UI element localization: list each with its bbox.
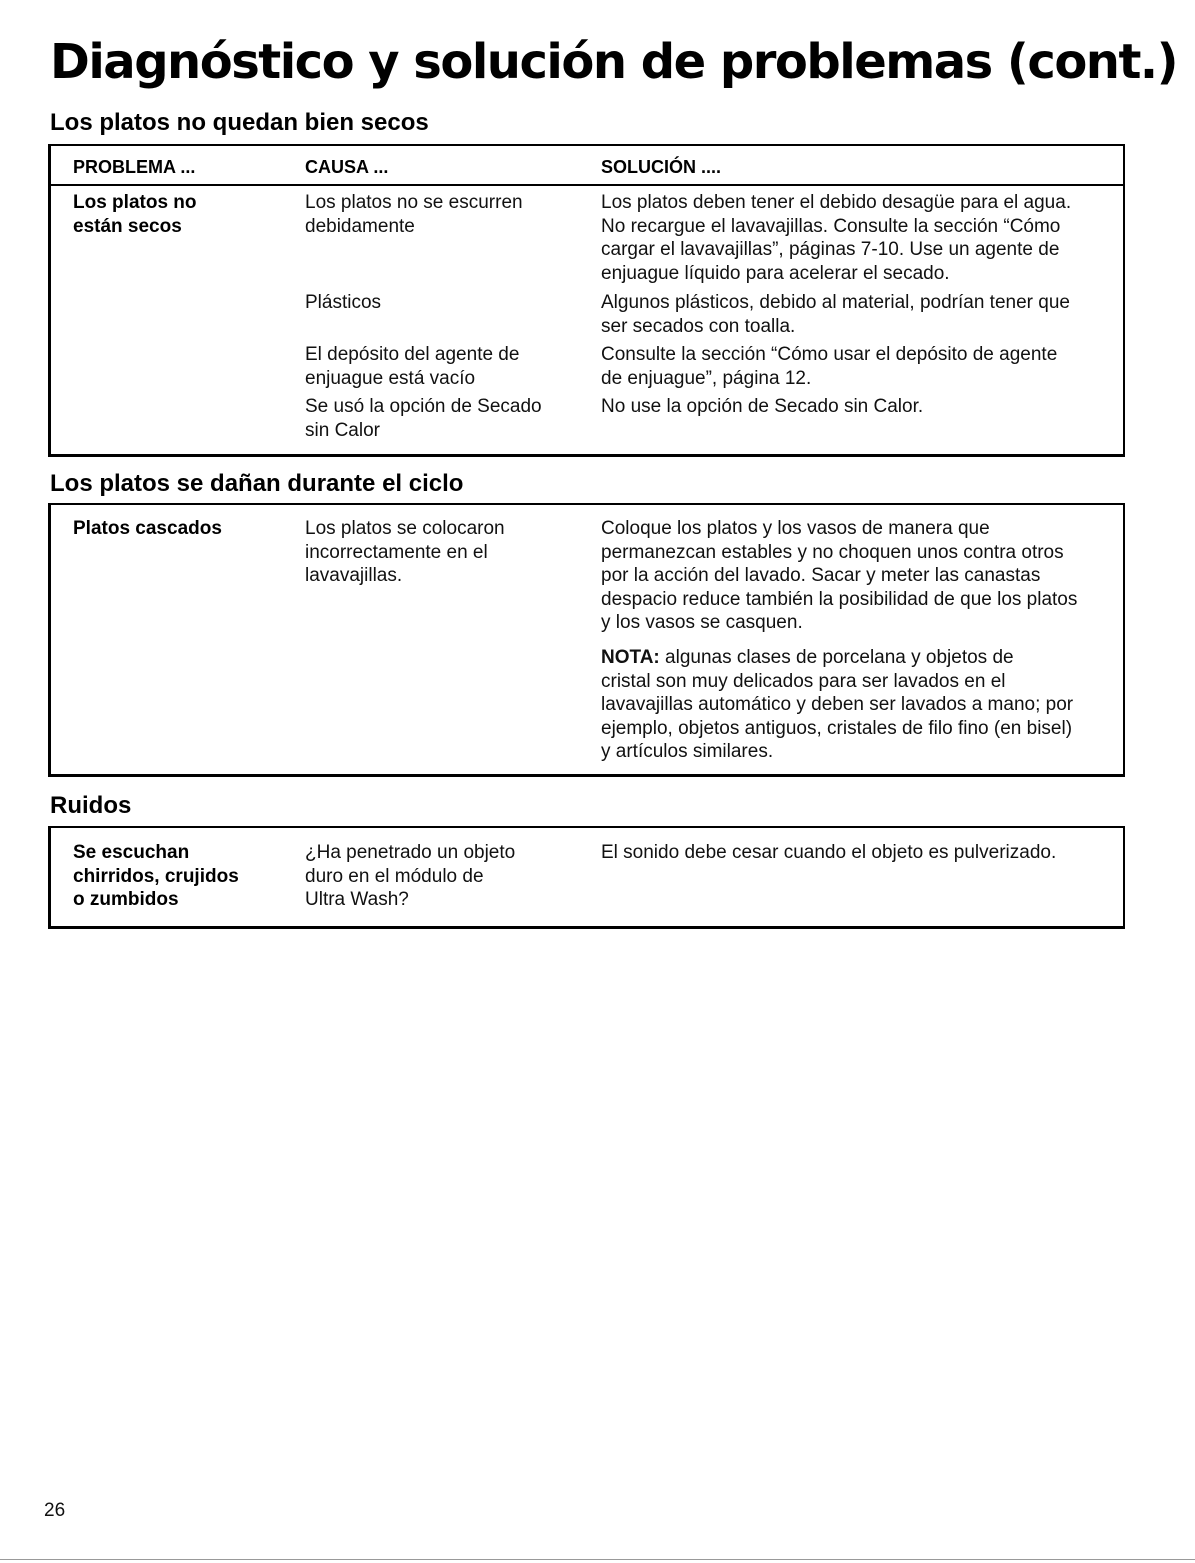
table-dry [48,144,1125,457]
solution-text: No recargue el lavavajillas. Consulte la sección “Cómo [601,215,1061,237]
cause-text: Se usó la opción de Secado [305,396,542,417]
solution-text: despacio reduce también la posibilidad de que los platos [601,588,1078,610]
table-noise [48,826,1125,929]
column-header-solution: SOLUCIÓN .... [601,157,722,177]
solution-text: Algunos plásticos, debido al material, podrían tener que [601,292,1070,313]
cause-text: ¿Ha penetrado un objeto [305,842,516,863]
cause-text: duro en el módulo de [305,865,484,887]
page-number: 26 [44,1500,66,1521]
note-label: NOTA: [601,647,660,668]
cause-text: debidamente [305,215,415,237]
section-heading-dry: Los platos no quedan bien secos [50,109,429,136]
section-heading-noise: Ruidos [50,792,132,819]
solution-text: Los platos deben tener el debido desagüe para el agua. [601,192,1072,213]
cause-text: enjuague está vacío [305,367,476,389]
note-text: cristal son muy delicados para ser lavados en el [601,670,1006,692]
column-header-cause: CAUSA ... [305,157,389,177]
problem-label: Los platos no [73,192,197,213]
problem-label: o zumbidos [73,889,179,910]
problem-label: están secos [73,215,182,237]
solution-text: El sonido debe cesar cuando el objeto es pulverizado. [601,842,1057,863]
cause-text: El depósito del agente de [305,344,520,365]
page-title: Diagnóstico y solución de problemas (cont.) [50,34,1178,90]
note-text: ejemplo, objetos antiguos, cristales de filo fino (en bisel) [601,717,1073,739]
cause-text: Ultra Wash? [305,889,409,910]
table-damage [48,503,1125,777]
solution-text: cargar el lavavajillas”, páginas 7-10. Use un agente de [601,239,1060,260]
cause-text: Plásticos [305,292,382,313]
cause-text: lavavajillas. [305,565,403,586]
solution-text: ser secados con toalla. [601,315,796,337]
problem-label: chirridos, crujidos [73,865,239,887]
solution-text: Consulte la sección “Cómo usar el depósito de agente [601,344,1058,365]
cause-text: sin Calor [305,419,380,441]
section-heading-damage: Los platos se dañan durante el ciclo [50,470,464,497]
header-divider [51,184,1123,186]
note-text: lavavajillas automático y deben ser lavados a mano; por [601,694,1074,715]
solution-text: de enjuague”, página 12. [601,367,812,389]
solution-text: No use la opción de Secado sin Calor. [601,396,924,417]
solution-text: permanezcan estables y no choquen unos contra otros [601,541,1064,563]
column-header-problem: PROBLEMA ... [73,157,196,177]
problem-label: Platos cascados [73,518,222,539]
note-line [601,646,1014,670]
solution-text: enjuague líquido para acelerar el secado. [601,262,950,284]
note-text: algunas clases de porcelana y objetos de [659,647,1014,668]
cause-text: incorrectamente en el [305,541,488,563]
solution-text: por la acción del lavado. Sacar y meter las canastas [601,565,1041,586]
solution-text: Coloque los platos y los vasos de manera que [601,518,990,539]
bottom-divider [0,1559,1195,1560]
note-text: y artículos similares. [601,741,774,762]
problem-label: Se escuchan [73,842,190,863]
cause-text: Los platos se colocaron [305,518,505,539]
cause-text: Los platos no se escurren [305,192,523,213]
solution-text: y los vasos se casquen. [601,612,803,633]
